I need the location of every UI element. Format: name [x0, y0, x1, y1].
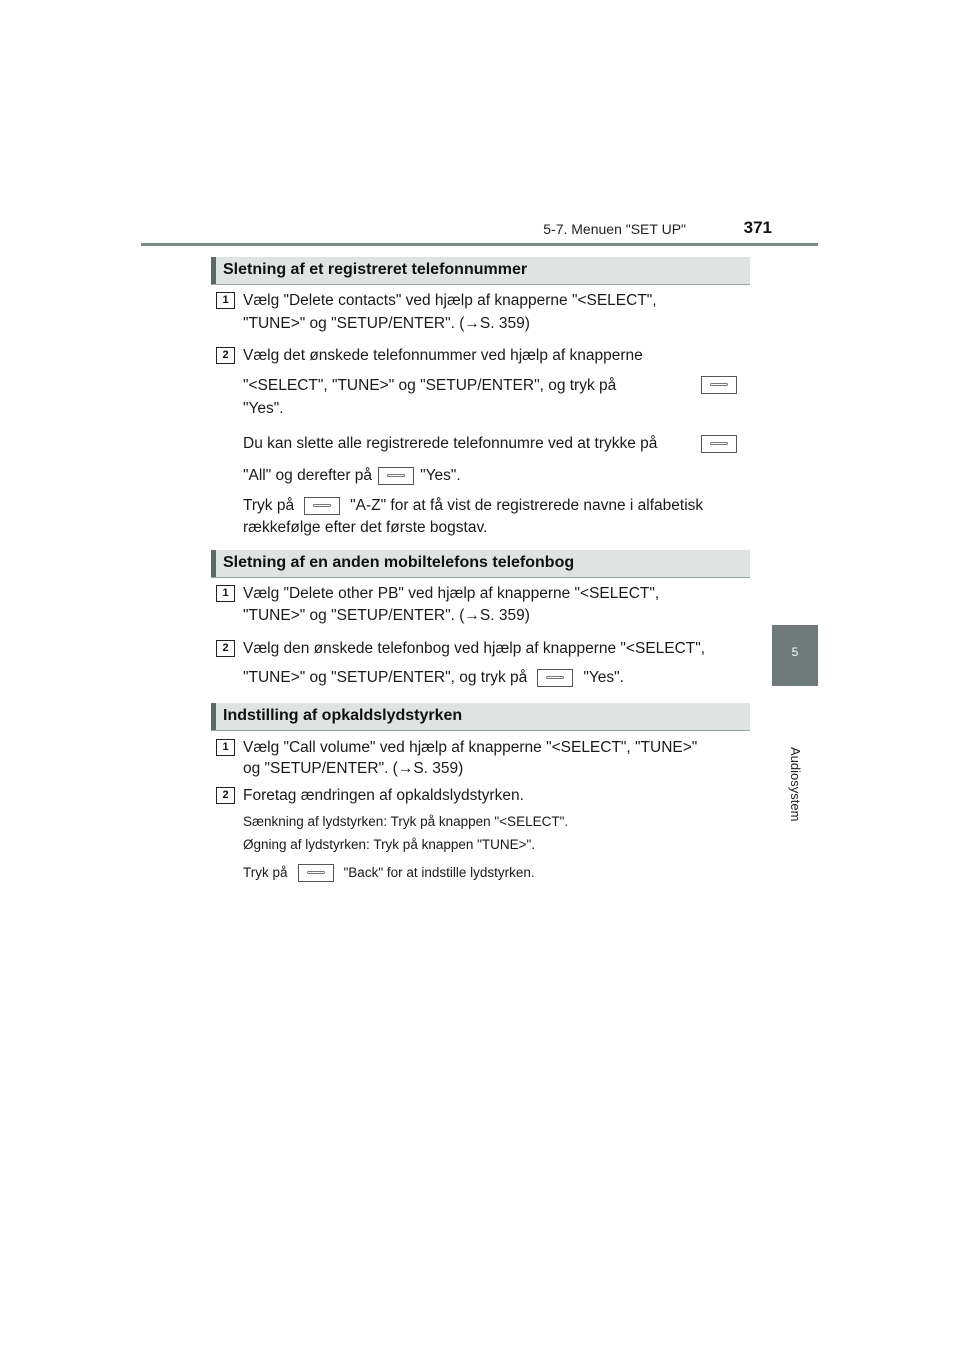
chapter-label: Audiosystem: [788, 747, 803, 822]
step-text: Vælg "Delete contacts" ved hjælp af knapperne "<SELECT",: [243, 292, 657, 309]
note-text-part: Du kan slette alle registrerede telefonnumre ved at trykke på: [243, 435, 658, 452]
note-text: [243, 861, 745, 884]
chapter-number: 5: [791, 645, 799, 659]
note-text-part: Tryk på: [243, 497, 295, 514]
step-number: 2: [216, 787, 235, 804]
note-text: rækkefølge efter det første bogstav.: [243, 519, 488, 536]
note-text: Sænkning af lydstyrken: Tryk på knappen "<SELECT".: [243, 814, 569, 829]
phone-button-icon: [701, 376, 737, 394]
phone-button-icon: [378, 467, 414, 485]
phone-button-icon: [304, 497, 340, 515]
step-text-part: "TUNE>" og "SETUP/ENTER", og tryk på: [243, 669, 528, 686]
section-title: Sletning af en anden mobiltelefons telefonbog: [223, 554, 575, 571]
step-number: 1: [216, 739, 235, 756]
note-text-part: "Back" for at indstille lydstyrken.: [343, 865, 535, 880]
running-header-section: 5-7. Menuen "SET UP": [543, 221, 686, 237]
section-title: Sletning af et registreret telefonnummer: [223, 261, 528, 278]
note-text-part: "A-Z" for at få vist de registrerede navne i alfabetisk: [350, 497, 704, 514]
step-text: Vælg "Delete other PB" ved hjælp af knapperne "<SELECT",: [243, 585, 660, 602]
step-text: [243, 666, 745, 689]
step-number: 2: [216, 640, 235, 657]
page-number: 371: [743, 218, 772, 237]
step-text: Foretag ændringen af opkaldslydstyrken.: [243, 787, 524, 804]
step-number: 2: [216, 347, 235, 364]
note-text-part: "Yes".: [420, 467, 461, 484]
section-heading-call-volume: [211, 703, 750, 731]
chapter-tab: [772, 625, 818, 686]
note-text: Øgning af lydstyrken: Tryk på knappen "TUNE>".: [243, 837, 536, 852]
phone-button-icon: [537, 669, 573, 687]
step-text: "Yes".: [243, 400, 284, 417]
phone-button-icon: [298, 864, 334, 882]
note-text: [243, 464, 745, 487]
step-text: Vælg det ønskede telefonnummer ved hjælp af knapperne: [243, 347, 643, 364]
note-text: [243, 494, 745, 517]
step-number: 1: [216, 585, 235, 602]
step-text: og "SETUP/ENTER". (→S. 359): [243, 760, 464, 777]
step-number: 1: [216, 292, 235, 309]
note-text-part: Tryk på: [243, 865, 288, 880]
note-text: [243, 432, 745, 455]
phone-button-icon: [701, 435, 737, 453]
section-heading-delete-number: [211, 257, 750, 285]
section-heading-delete-phonebook: [211, 550, 750, 578]
step-text: Vælg "Call volume" ved hjælp af knapperne "<SELECT", "TUNE>": [243, 739, 698, 756]
header-rule: [141, 243, 818, 246]
note-text-part: "All" og derefter på: [243, 467, 373, 484]
step-text: "TUNE>" og "SETUP/ENTER". (→S. 359): [243, 607, 530, 624]
step-text: Vælg den ønskede telefonbog ved hjælp af knapperne "<SELECT",: [243, 640, 706, 657]
section-title: Indstilling af opkaldslydstyrken: [223, 707, 463, 724]
step-text: "<SELECT", "TUNE>" og "SETUP/ENTER", og tryk på: [243, 377, 617, 394]
step-text: "TUNE>" og "SETUP/ENTER". (→S. 359): [243, 315, 530, 332]
step-text-part: "Yes".: [583, 669, 624, 686]
